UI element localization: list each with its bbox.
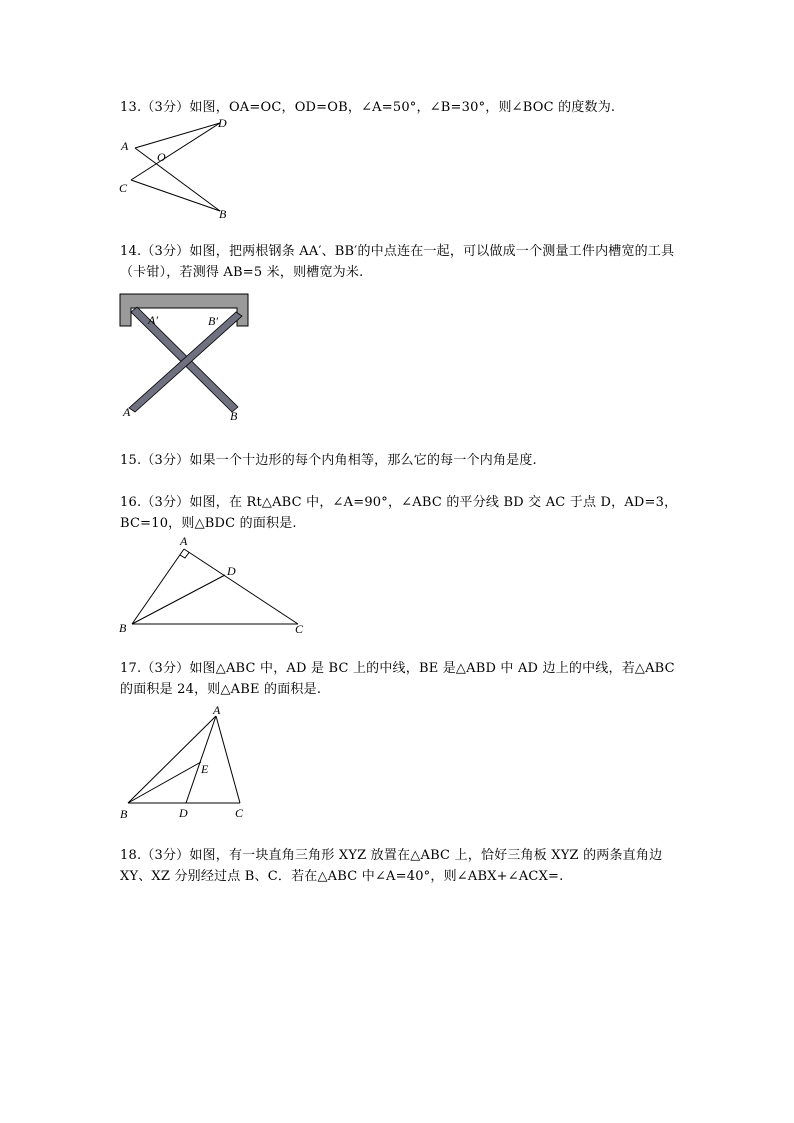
figure-q14 xyxy=(117,290,253,425)
question-13-text: 13.（3分）如图，OA=OC，OD=OB，∠A=50°，∠B=30°，则∠BOC 的度数为. xyxy=(120,100,616,115)
label-D: D xyxy=(227,564,236,578)
label-A: A xyxy=(123,405,131,419)
label-D: D xyxy=(179,806,188,820)
question-17-text: 17.（3分）如图△ABC 中，AD 是 BC 上的中线，BE 是△ABD 中 AD 边上的中线，若△ABC 的面积是 24，则△ABE 的面积是. xyxy=(120,661,675,697)
label-B: B xyxy=(230,409,238,423)
segment-AB xyxy=(128,716,216,803)
label-B: B xyxy=(119,621,127,635)
question-16-text: 16.（3分）如图，在 Rt△ABC 中，∠A=90°，∠ABC 的平分线 BD 交 AC 于点 D，AD=3，BC=10，则△BDC 的面积是. xyxy=(120,495,678,531)
segment-AD xyxy=(186,716,216,803)
label-A: A xyxy=(121,139,129,153)
figure-q17 xyxy=(115,702,255,822)
label-C: C xyxy=(235,806,244,820)
label-B-prime: B′ xyxy=(208,314,218,328)
segment-AD xyxy=(135,123,220,148)
label-A: A xyxy=(180,534,188,548)
label-C: C xyxy=(119,181,128,195)
label-C: C xyxy=(295,622,304,636)
label-B: B xyxy=(120,807,128,821)
segment-CD xyxy=(131,123,220,180)
label-D: D xyxy=(218,116,227,130)
figure-q13 xyxy=(112,114,242,224)
question-14-text: 14.（3分）如图，把两根钢条 AA′、BB′的中点连在一起，可以做成一个测量工件内槽宽的工具（卡钳），若测得 AB=5 米，则槽宽为米. xyxy=(120,244,675,280)
question-15-text: 15.（3分）如果一个十边形的每个内角相等，那么它的每一个内角是度. xyxy=(120,453,537,468)
segment-BE xyxy=(128,762,201,803)
segment-AC xyxy=(184,549,298,624)
label-A-prime: A′ xyxy=(148,313,158,327)
label-O: O xyxy=(157,150,166,164)
label-B: B xyxy=(219,207,227,221)
segment-AC xyxy=(216,716,240,803)
segment-AB xyxy=(132,549,184,624)
segment-CB xyxy=(131,180,220,211)
label-E: E xyxy=(201,762,209,776)
label-A: A xyxy=(213,703,221,717)
segment-BD xyxy=(132,575,225,624)
figure-q16 xyxy=(115,533,315,638)
question-18-text: 18.（3分）如图，有一块直角三角形 XYZ 放置在△ABC 上，恰好三角板 XYZ 的两条直角边 XY、XZ 分别经过点 B、C．若在△ABC 中∠A=40°，则∠ABX+∠ACX=. xyxy=(120,848,663,884)
segment-AB xyxy=(135,148,220,211)
